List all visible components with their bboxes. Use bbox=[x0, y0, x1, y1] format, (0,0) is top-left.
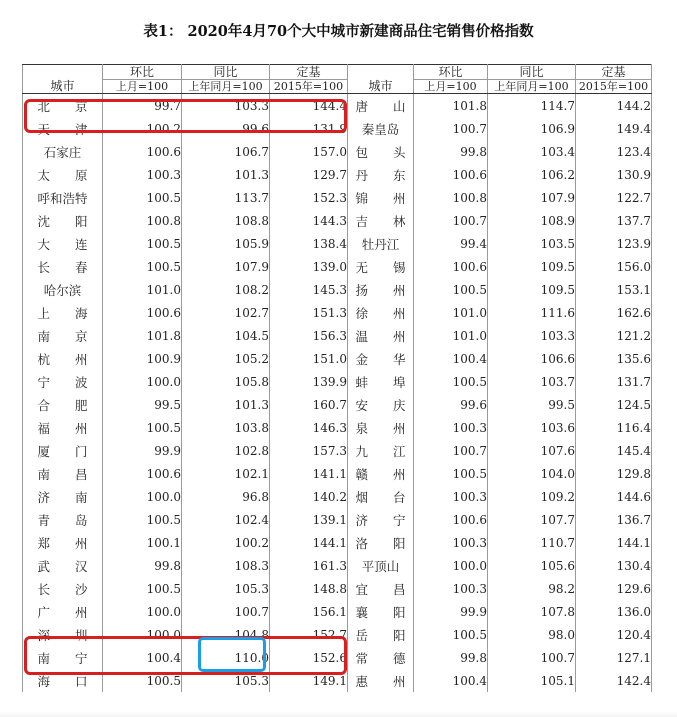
fixed-cell-left: 144.3 bbox=[270, 209, 348, 232]
header-mom-right: 环比 bbox=[414, 65, 488, 80]
fixed-cell-left: 149.1 bbox=[270, 669, 348, 692]
fixed-cell-left: 146.3 bbox=[270, 416, 348, 439]
fixed-cell-left: 131.9 bbox=[270, 117, 348, 140]
table-row bbox=[23, 439, 652, 462]
fixed-cell-right: 116.4 bbox=[576, 416, 652, 439]
mom-cell-right: 100.3 bbox=[414, 485, 488, 508]
mom-cell-right: 101.8 bbox=[414, 94, 488, 118]
yoy-cell-left: 104.8 bbox=[182, 623, 270, 646]
table-row bbox=[23, 163, 652, 186]
fixed-cell-right: 142.4 bbox=[576, 669, 652, 692]
city-cell-left: 杭 州 bbox=[23, 347, 103, 370]
yoy-cell-right: 103.6 bbox=[488, 416, 576, 439]
mom-cell-left: 100.3 bbox=[103, 163, 182, 186]
table-row bbox=[23, 508, 652, 531]
table-body bbox=[23, 94, 652, 693]
city-cell-right: 泉 州 bbox=[348, 416, 414, 439]
fixed-cell-right: 121.2 bbox=[576, 324, 652, 347]
fixed-cell-right: 136.7 bbox=[576, 508, 652, 531]
fixed-cell-left: 145.3 bbox=[270, 278, 348, 301]
yoy-cell-left: 105.2 bbox=[182, 347, 270, 370]
city-cell-left: 海 口 bbox=[23, 669, 103, 692]
yoy-cell-left: 106.7 bbox=[182, 140, 270, 163]
fixed-cell-right: 156.0 bbox=[576, 255, 652, 278]
city-cell-right: 常 德 bbox=[348, 646, 414, 669]
fixed-cell-right: 127.1 bbox=[576, 646, 652, 669]
yoy-cell-right: 104.0 bbox=[488, 462, 576, 485]
fixed-cell-right: 130.4 bbox=[576, 554, 652, 577]
table-row bbox=[23, 324, 652, 347]
city-cell-right: 烟 台 bbox=[348, 485, 414, 508]
table-row bbox=[23, 623, 652, 646]
city-cell-left: 南 昌 bbox=[23, 462, 103, 485]
table-row bbox=[23, 370, 652, 393]
table-row bbox=[23, 393, 652, 416]
page-bottom-edge bbox=[0, 711, 677, 717]
city-cell-left: 济 南 bbox=[23, 485, 103, 508]
yoy-cell-right: 103.3 bbox=[488, 324, 576, 347]
fixed-cell-left: 152.7 bbox=[270, 623, 348, 646]
table-row bbox=[23, 209, 652, 232]
city-cell-left: 宁 波 bbox=[23, 370, 103, 393]
fixed-cell-right: 123.4 bbox=[576, 140, 652, 163]
yoy-cell-right: 110.7 bbox=[488, 531, 576, 554]
city-cell-left: 大 连 bbox=[23, 232, 103, 255]
mom-cell-right: 99.4 bbox=[414, 232, 488, 255]
header-fixed-base-right: 2015年=100 bbox=[576, 80, 652, 94]
fixed-cell-left: 152.3 bbox=[270, 186, 348, 209]
yoy-cell-left: 102.4 bbox=[182, 508, 270, 531]
fixed-cell-left: 141.1 bbox=[270, 462, 348, 485]
yoy-cell-left: 110.0 bbox=[182, 646, 270, 669]
city-cell-left: 天 津 bbox=[23, 117, 103, 140]
yoy-cell-left: 105.8 bbox=[182, 370, 270, 393]
header-fixed-right: 定基 bbox=[576, 65, 652, 80]
fixed-cell-right: 123.9 bbox=[576, 232, 652, 255]
city-cell-left: 青 岛 bbox=[23, 508, 103, 531]
yoy-cell-right: 98.2 bbox=[488, 577, 576, 600]
fixed-cell-left: 129.7 bbox=[270, 163, 348, 186]
table-row bbox=[23, 232, 652, 255]
fixed-cell-right: 144.2 bbox=[576, 94, 652, 118]
mom-cell-right: 100.5 bbox=[414, 278, 488, 301]
table-row bbox=[23, 669, 652, 692]
table-row bbox=[23, 531, 652, 554]
city-cell-right: 丹 东 bbox=[348, 163, 414, 186]
fixed-cell-right: 137.7 bbox=[576, 209, 652, 232]
fixed-cell-right: 144.6 bbox=[576, 485, 652, 508]
mom-cell-left: 101.0 bbox=[103, 278, 182, 301]
fixed-cell-left: 151.0 bbox=[270, 347, 348, 370]
yoy-cell-left: 101.3 bbox=[182, 163, 270, 186]
header-mom-base-left: 上月=100 bbox=[103, 80, 182, 94]
yoy-cell-left: 105.3 bbox=[182, 669, 270, 692]
mom-cell-right: 99.9 bbox=[414, 600, 488, 623]
mom-cell-right: 100.8 bbox=[414, 186, 488, 209]
table-row bbox=[23, 140, 652, 163]
city-cell-right: 惠 州 bbox=[348, 669, 414, 692]
fixed-cell-right: 129.8 bbox=[576, 462, 652, 485]
table-row bbox=[23, 577, 652, 600]
yoy-cell-left: 100.2 bbox=[182, 531, 270, 554]
mom-cell-left: 100.0 bbox=[103, 600, 182, 623]
table-row bbox=[23, 94, 652, 118]
mom-cell-right: 100.5 bbox=[414, 623, 488, 646]
city-cell-right: 襄 阳 bbox=[348, 600, 414, 623]
yoy-cell-left: 108.3 bbox=[182, 554, 270, 577]
fixed-cell-left: 161.3 bbox=[270, 554, 348, 577]
mom-cell-right: 100.4 bbox=[414, 347, 488, 370]
fixed-cell-left: 139.9 bbox=[270, 370, 348, 393]
fixed-cell-right: 153.1 bbox=[576, 278, 652, 301]
city-cell-right: 金 华 bbox=[348, 347, 414, 370]
yoy-cell-left: 100.7 bbox=[182, 600, 270, 623]
fixed-cell-right: 162.6 bbox=[576, 301, 652, 324]
fixed-cell-left: 151.3 bbox=[270, 301, 348, 324]
city-cell-left: 石家庄 bbox=[23, 140, 103, 163]
city-cell-right: 赣 州 bbox=[348, 462, 414, 485]
fixed-cell-left: 156.1 bbox=[270, 600, 348, 623]
yoy-cell-right: 109.2 bbox=[488, 485, 576, 508]
city-cell-right: 秦皇岛 bbox=[348, 117, 414, 140]
city-cell-right: 牡丹江 bbox=[348, 232, 414, 255]
fixed-cell-right: 120.4 bbox=[576, 623, 652, 646]
yoy-cell-left: 103.3 bbox=[182, 94, 270, 118]
fixed-cell-right: 145.4 bbox=[576, 439, 652, 462]
yoy-cell-right: 103.5 bbox=[488, 232, 576, 255]
city-cell-right: 扬 州 bbox=[348, 278, 414, 301]
fixed-cell-right: 129.6 bbox=[576, 577, 652, 600]
yoy-cell-right: 103.4 bbox=[488, 140, 576, 163]
fixed-cell-left: 156.3 bbox=[270, 324, 348, 347]
header-mom-base-right: 上月=100 bbox=[414, 80, 488, 94]
yoy-cell-right: 107.8 bbox=[488, 600, 576, 623]
yoy-cell-left: 102.8 bbox=[182, 439, 270, 462]
mom-cell-left: 99.5 bbox=[103, 393, 182, 416]
yoy-cell-left: 101.3 bbox=[182, 393, 270, 416]
mom-cell-left: 100.8 bbox=[103, 209, 182, 232]
table-row bbox=[23, 301, 652, 324]
mom-cell-left: 100.5 bbox=[103, 255, 182, 278]
yoy-cell-left: 99.6 bbox=[182, 117, 270, 140]
mom-cell-left: 100.1 bbox=[103, 531, 182, 554]
mom-cell-left: 100.9 bbox=[103, 347, 182, 370]
mom-cell-left: 101.8 bbox=[103, 324, 182, 347]
mom-cell-right: 100.7 bbox=[414, 117, 488, 140]
header-city-right: 城市 bbox=[348, 65, 414, 94]
yoy-cell-right: 99.5 bbox=[488, 393, 576, 416]
table-row bbox=[23, 186, 652, 209]
fixed-cell-left: 148.8 bbox=[270, 577, 348, 600]
mom-cell-right: 100.7 bbox=[414, 439, 488, 462]
table-row bbox=[23, 347, 652, 370]
city-cell-left: 武 汉 bbox=[23, 554, 103, 577]
fixed-cell-right: 122.7 bbox=[576, 186, 652, 209]
yoy-cell-left: 108.8 bbox=[182, 209, 270, 232]
fixed-cell-left: 160.7 bbox=[270, 393, 348, 416]
fixed-cell-left: 157.0 bbox=[270, 140, 348, 163]
fixed-cell-right: 130.9 bbox=[576, 163, 652, 186]
mom-cell-right: 100.6 bbox=[414, 255, 488, 278]
yoy-cell-left: 96.8 bbox=[182, 485, 270, 508]
city-cell-right: 锦 州 bbox=[348, 186, 414, 209]
mom-cell-left: 100.5 bbox=[103, 232, 182, 255]
table-row bbox=[23, 278, 652, 301]
header-yoy-left: 同比 bbox=[182, 65, 270, 80]
yoy-cell-right: 114.7 bbox=[488, 94, 576, 118]
header-row-top bbox=[23, 65, 652, 80]
header-yoy-base-left: 上年同月=100 bbox=[182, 80, 270, 94]
mom-cell-left: 100.0 bbox=[103, 370, 182, 393]
fixed-cell-left: 157.3 bbox=[270, 439, 348, 462]
yoy-cell-right: 106.6 bbox=[488, 347, 576, 370]
yoy-cell-left: 102.1 bbox=[182, 462, 270, 485]
yoy-cell-right: 109.5 bbox=[488, 278, 576, 301]
table-row bbox=[23, 646, 652, 669]
mom-cell-left: 100.6 bbox=[103, 301, 182, 324]
city-cell-left: 郑 州 bbox=[23, 531, 103, 554]
header-yoy-base-right: 上年同月=100 bbox=[488, 80, 576, 94]
yoy-cell-left: 113.7 bbox=[182, 186, 270, 209]
header-city-left: 城市 bbox=[23, 65, 103, 94]
city-cell-right: 无 锡 bbox=[348, 255, 414, 278]
yoy-cell-right: 103.7 bbox=[488, 370, 576, 393]
mom-cell-left: 100.6 bbox=[103, 140, 182, 163]
mom-cell-left: 100.6 bbox=[103, 462, 182, 485]
header-row-base bbox=[23, 80, 652, 94]
city-cell-left: 北 京 bbox=[23, 94, 103, 118]
mom-cell-right: 100.6 bbox=[414, 163, 488, 186]
table-row bbox=[23, 462, 652, 485]
mom-cell-right: 100.3 bbox=[414, 531, 488, 554]
mom-cell-left: 100.5 bbox=[103, 508, 182, 531]
yoy-cell-right: 106.9 bbox=[488, 117, 576, 140]
yoy-cell-left: 107.9 bbox=[182, 255, 270, 278]
city-cell-left: 合 肥 bbox=[23, 393, 103, 416]
city-cell-right: 吉 林 bbox=[348, 209, 414, 232]
fixed-cell-left: 138.4 bbox=[270, 232, 348, 255]
city-cell-left: 太 原 bbox=[23, 163, 103, 186]
mom-cell-left: 100.5 bbox=[103, 577, 182, 600]
city-cell-left: 福 州 bbox=[23, 416, 103, 439]
mom-cell-right: 100.3 bbox=[414, 416, 488, 439]
mom-cell-right: 100.5 bbox=[414, 462, 488, 485]
mom-cell-left: 99.7 bbox=[103, 94, 182, 118]
table-row bbox=[23, 255, 652, 278]
yoy-cell-right: 111.6 bbox=[488, 301, 576, 324]
fixed-cell-left: 139.1 bbox=[270, 508, 348, 531]
mom-cell-right: 100.4 bbox=[414, 669, 488, 692]
city-cell-left: 哈尔滨 bbox=[23, 278, 103, 301]
mom-cell-left: 100.0 bbox=[103, 623, 182, 646]
city-cell-right: 九 江 bbox=[348, 439, 414, 462]
city-cell-right: 安 庆 bbox=[348, 393, 414, 416]
yoy-cell-right: 100.7 bbox=[488, 646, 576, 669]
city-cell-right: 蚌 埠 bbox=[348, 370, 414, 393]
yoy-cell-left: 104.5 bbox=[182, 324, 270, 347]
header-yoy-right: 同比 bbox=[488, 65, 576, 80]
yoy-cell-right: 108.9 bbox=[488, 209, 576, 232]
yoy-cell-right: 106.2 bbox=[488, 163, 576, 186]
fixed-cell-left: 144.4 bbox=[270, 94, 348, 118]
mom-cell-left: 100.5 bbox=[103, 186, 182, 209]
city-cell-left: 深 圳 bbox=[23, 623, 103, 646]
city-cell-right: 洛 阳 bbox=[348, 531, 414, 554]
mom-cell-right: 101.0 bbox=[414, 324, 488, 347]
mom-cell-right: 100.6 bbox=[414, 508, 488, 531]
table-row bbox=[23, 416, 652, 439]
header-mom-left: 环比 bbox=[103, 65, 182, 80]
yoy-cell-right: 107.9 bbox=[488, 186, 576, 209]
yoy-cell-right: 109.5 bbox=[488, 255, 576, 278]
table-row bbox=[23, 600, 652, 623]
mom-cell-left: 100.4 bbox=[103, 646, 182, 669]
mom-cell-right: 99.8 bbox=[414, 140, 488, 163]
city-cell-right: 岳 阳 bbox=[348, 623, 414, 646]
city-cell-left: 厦 门 bbox=[23, 439, 103, 462]
yoy-cell-left: 108.2 bbox=[182, 278, 270, 301]
yoy-cell-right: 107.7 bbox=[488, 508, 576, 531]
mom-cell-right: 100.7 bbox=[414, 209, 488, 232]
yoy-cell-right: 107.6 bbox=[488, 439, 576, 462]
city-cell-right: 徐 州 bbox=[348, 301, 414, 324]
mom-cell-left: 99.8 bbox=[103, 554, 182, 577]
table-row bbox=[23, 554, 652, 577]
header-fixed-left: 定基 bbox=[270, 65, 348, 80]
city-cell-right: 包 头 bbox=[348, 140, 414, 163]
yoy-cell-left: 102.7 bbox=[182, 301, 270, 324]
fixed-cell-left: 144.1 bbox=[270, 531, 348, 554]
mom-cell-right: 99.8 bbox=[414, 646, 488, 669]
city-cell-left: 南 京 bbox=[23, 324, 103, 347]
mom-cell-left: 100.5 bbox=[103, 669, 182, 692]
fixed-cell-right: 144.1 bbox=[576, 531, 652, 554]
fixed-cell-right: 136.0 bbox=[576, 600, 652, 623]
mom-cell-right: 101.0 bbox=[414, 301, 488, 324]
mom-cell-left: 100.2 bbox=[103, 117, 182, 140]
mom-cell-right: 100.5 bbox=[414, 370, 488, 393]
fixed-cell-right: 131.7 bbox=[576, 370, 652, 393]
mom-cell-right: 99.6 bbox=[414, 393, 488, 416]
yoy-cell-right: 105.6 bbox=[488, 554, 576, 577]
fixed-cell-left: 152.6 bbox=[270, 646, 348, 669]
city-cell-left: 长 沙 bbox=[23, 577, 103, 600]
fixed-cell-left: 140.2 bbox=[270, 485, 348, 508]
city-cell-left: 广 州 bbox=[23, 600, 103, 623]
city-cell-right: 温 州 bbox=[348, 324, 414, 347]
yoy-cell-right: 105.1 bbox=[488, 669, 576, 692]
header-fixed-base-left: 2015年=100 bbox=[270, 80, 348, 94]
yoy-cell-right: 98.0 bbox=[488, 623, 576, 646]
city-cell-right: 唐 山 bbox=[348, 94, 414, 118]
city-cell-left: 上 海 bbox=[23, 301, 103, 324]
mom-cell-left: 100.0 bbox=[103, 485, 182, 508]
mom-cell-right: 100.0 bbox=[414, 554, 488, 577]
city-cell-left: 长 春 bbox=[23, 255, 103, 278]
yoy-cell-left: 103.8 bbox=[182, 416, 270, 439]
city-cell-left: 南 宁 bbox=[23, 646, 103, 669]
mom-cell-left: 99.9 bbox=[103, 439, 182, 462]
fixed-cell-left: 139.0 bbox=[270, 255, 348, 278]
table-row bbox=[23, 117, 652, 140]
city-cell-left: 沈 阳 bbox=[23, 209, 103, 232]
fixed-cell-right: 149.4 bbox=[576, 117, 652, 140]
fixed-cell-right: 124.5 bbox=[576, 393, 652, 416]
city-cell-right: 平顶山 bbox=[348, 554, 414, 577]
city-cell-right: 宜 昌 bbox=[348, 577, 414, 600]
table-row bbox=[23, 485, 652, 508]
yoy-cell-left: 105.3 bbox=[182, 577, 270, 600]
mom-cell-right: 100.3 bbox=[414, 577, 488, 600]
table-title: 表1： 2020年4月70个大中城市新建商品住宅销售价格指数 bbox=[143, 23, 534, 40]
price-index-table bbox=[22, 64, 652, 692]
fixed-cell-right: 135.6 bbox=[576, 347, 652, 370]
city-cell-left: 呼和浩特 bbox=[23, 186, 103, 209]
yoy-cell-left: 105.9 bbox=[182, 232, 270, 255]
mom-cell-left: 100.5 bbox=[103, 416, 182, 439]
city-cell-right: 济 宁 bbox=[348, 508, 414, 531]
